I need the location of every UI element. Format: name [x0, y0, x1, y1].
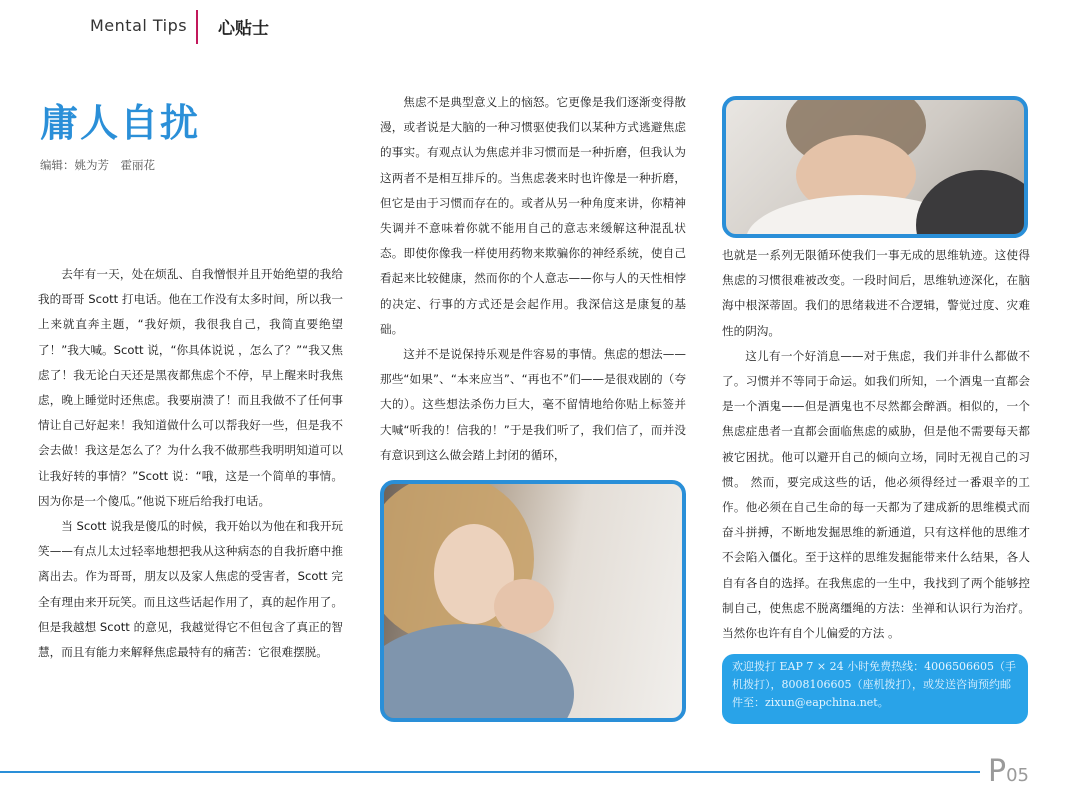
text-column-3: [722, 243, 1030, 646]
page-number-value: 05: [1006, 765, 1029, 786]
photo-jacket-shape: [916, 170, 1028, 238]
paragraph: 这并不是说保持乐观是件容易的事情。焦虑的想法——那些“如果”、“本来应当”、“再也不”们——是很戏剧的（夸大的）。这些想法杀伤力巨大，毫不留情地给你贴上标签并大喊“听我的！信我的！”于是我们听了，我们信了，而并没有意识到这么做会踏上封闭的循环，: [380, 347, 686, 462]
paragraph: 焦虑不是典型意义上的恼怒。它更像是我们逐渐变得散漫，或者说是大脑的一种习惯驱使我们以某种方式逃避焦虑的事实。有观点认为焦虑并非习惯而是一种折磨，但我认为这两者不是相互排斥的。当焦虑袭来时也许像是一种折磨，但它是由于习惯而存在的。或者从另一种角度来讲，你精神失调并不意味着你就不能用自己的意志来缓解这种混乱状态。即使你像我一样使用药物来欺骗你的神经系统，使自己看起来比较健康，然而你的个人意志——你与人的天性相悖的决定、行事的方式还是会起作用。我深信这是康复的基础。: [380, 95, 686, 336]
paragraph: 去年有一天，处在烦乱、自我憎恨并且开始绝望的我给我的哥哥 Scott 打电话。他在工作没有太多时间，所以我一上来就直奔主题，“我好烦，我很我自己，我简直要绝望了！”我大喊。Scott 说，“你具体说说 ，怎么了？”“我又焦虑了！我无论白天还是黑夜都焦虑个不停，早上醒来时我焦虑，晚上睡觉时还焦虑。我要崩溃了！而且我做不了任何事情让自己好起来！我知道做什么可以帮我好一些，但是我不会去做！我这是怎么了？为什么我不做那些我明明知道可以让我好转的事情？”Scott 说：“哦，这是一个简单的事情。因为你是一个傻瓜。”他说下班后给我打电话。: [38, 267, 343, 508]
section-label-cn: 心贴士: [218, 19, 269, 39]
paragraph: 这儿有一个好消息——对于焦虑，我们并非什么都做不了。习惯并不等同于命运。如我们所知，一个酒鬼一直都会是一个酒鬼——但是酒鬼也不尽然都会醉酒。相似的，一个焦虑症患者一直都会面临焦虑的威胁，但是他不需要每天都被它困扰。他可以避开自己的倾向立场，同时无视自己的习惯。 然而，要完成这些的话，他必须得经过一番艰辛的工作。他必须在自己生命的每一天都为了建成新的思维模式而奋斗拼搏，不断地发掘思维的新通道，只有这样他的思维才不会陷入僵化。至于这样的思维发掘能带来什么结果，各人自有各自的选择。在我焦虑的一生中，我找到了两个能够控制自己，使焦虑不脱离缰绳的方法：坐禅和认识行为治疗。当然你也许有自个儿偏爱的方法 。: [722, 348, 1030, 641]
hotline-callout: [722, 654, 1028, 724]
text-column-2: [380, 90, 686, 468]
header-divider: [196, 10, 198, 44]
article-title: 庸人自扰: [40, 101, 201, 145]
photo-shirt-shape: [380, 624, 574, 722]
woman-covering-face-photo: [722, 96, 1028, 238]
footer-rule: [0, 771, 980, 773]
section-label-en: Mental Tips: [90, 16, 188, 35]
woman-praying-photo: [380, 480, 686, 722]
page-header: [0, 0, 1066, 52]
page-number-prefix: P: [988, 754, 1007, 789]
paragraph: 也就是一系列无限循环使我们一事无成的思维轨迹。这使得焦虑的习惯很难被改变。一段时间后，思维轨迹深化，在脑海中根深蒂固。我们的思绪栽进不合逻辑，警觉过度、灾难性的阴沟。: [722, 248, 1030, 338]
article-editor: 编辑：姚为芳 霍丽花: [40, 158, 155, 172]
callout-text: 欢迎拨打 EAP 7 × 24 小时免费热线：4006506605（手机拨打），8008106605（座机拨打），或发送咨询预约邮件至：zixun@eapchina.net。: [732, 660, 1017, 709]
photo-hands-shape: [494, 579, 554, 634]
paragraph: 当 Scott 说我是傻瓜的时候，我开始以为他在和我开玩笑——有点儿太过轻率地想把我从这种病态的自我折磨中推离出去。作为哥哥，朋友以及家人焦虑的受害者，Scott 完全有理由来开玩笑。而且这些话起作用了，真的起作用了。但是我越想 Scott 的意见，我越觉得它不但包含了真正的智慧，而且有能力来解释焦虑最特有的痛苦：它很难摆脱。: [38, 519, 343, 660]
text-column-1: [38, 262, 343, 665]
page-number: [988, 754, 1029, 789]
